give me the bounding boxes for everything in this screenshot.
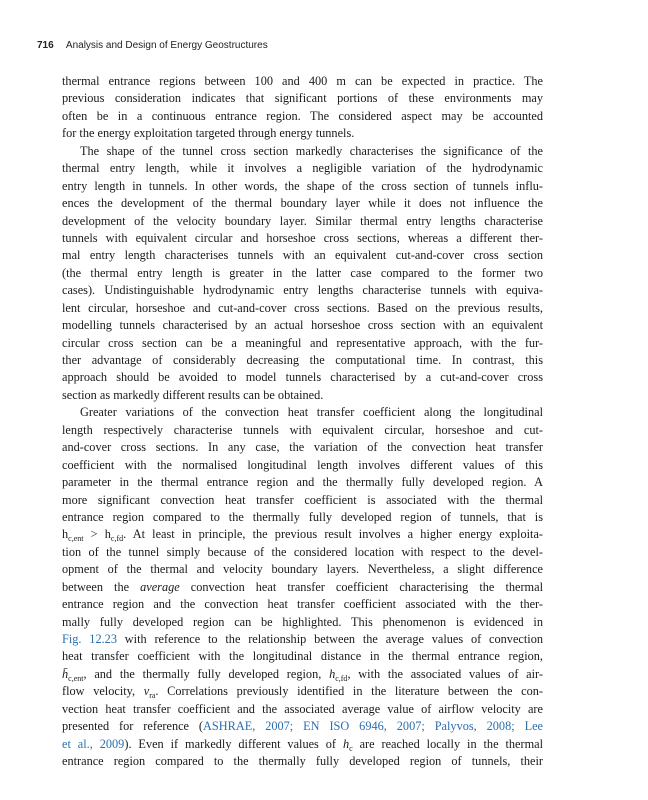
text-line: entrance region compared to the thermally fully developed region of tunnels, their <box>62 754 543 769</box>
text-line: between the average convection heat transfer coefficient characterising the thermal <box>62 579 543 594</box>
text-line: entrance region compared to the thermally fully developed region of tunnels, that is <box>62 509 543 524</box>
text-line: heat transfer coefficient with the longitudinal distance in the thermal entrance region, <box>62 649 543 664</box>
text-line: entrance region and the convection heat transfer coefficient associated with the ther- <box>62 597 543 612</box>
text-line: mal entry length characterises tunnels with an equivalent cut-and-cover cross section <box>62 248 543 263</box>
text-line: for the energy exploitation targeted through energy tunnels. <box>62 126 355 141</box>
running-title: Analysis and Design of Energy Geostructures <box>65 40 268 51</box>
text-line: length respectively characterise tunnels with equivalent circular, horseshoe and cut- <box>62 422 543 437</box>
text-line: $h_{c,ent} > h_{c,fd}$. At least in principle, the previous result involves a higher energy exploita- <box>62 527 543 544</box>
text-line: previous consideration indicates that significant portions of these environments may <box>62 91 543 106</box>
text-line: thermal entry length, while it involves a negligible variation of the hydrodynamic <box>62 161 543 176</box>
text-line: parameter in the thermal entrance region and the thermally fully developed region. A <box>62 475 543 490</box>
text-line: approach should be avoided to model tunnels characterised by a cut-and-cover cross <box>62 370 543 385</box>
text-line: coefficient with the normalised longitudinal length involves different values of this <box>62 457 543 472</box>
text-line: ther advantage of considerably decreasing the computational time. In contrast, this <box>62 353 543 367</box>
text-line: more significant convection heat transfer coefficient is associated with the thermal <box>62 492 543 507</box>
page-number: 716 <box>37 40 54 51</box>
text-line: Greater variations of the convection heat transfer coefficient along the longitudinal <box>80 405 543 420</box>
body-text <box>62 73 543 771</box>
text-line: Fig. 12.23 with reference to the relationship between the average values of convection <box>62 632 543 646</box>
reference-link[interactable]: Fig. 12.23 <box>62 632 117 646</box>
reference-link[interactable]: et al., 2009 <box>62 736 125 751</box>
text-line: opment of the thermal and velocity boundary layers. Nevertheless, a slight difference <box>62 562 543 577</box>
text-line: presented for reference (ASHRAE, 2007; EN ISO 6946, 2007; Palyvos, 2008; Lee <box>62 719 543 734</box>
text-line: entry length in tunnels. In other words, the shape of the cross section of tunnels influ- <box>62 178 543 193</box>
text-line: flow velocity, $v_{ra}$. Correlations previously identified in the literature between the con- <box>62 684 543 701</box>
reference-link[interactable]: ASHRAE, 2007; EN ISO 6946, 2007; Palyvos, 2008; Lee <box>203 719 543 734</box>
text-line: The shape of the tunnel cross section markedly characterises the significance of the <box>80 143 543 158</box>
text-line: et al., 2009). Even if markedly different values of $h_c$ are reached locally in the thermal <box>62 736 544 753</box>
text-line: mally fully developed region can be highlighted. This phenomenon is evidenced in <box>62 614 543 629</box>
text-line: section as markedly different results can be obtained. <box>62 387 324 402</box>
text-line: lent circular, horseshoe and cut-and-cover cross sections. Based on the previous results, <box>62 300 543 315</box>
text-line: ences the development of the thermal boundary layer while it does not influence the <box>62 196 543 211</box>
running-header <box>37 40 268 51</box>
text-line: tunnels with equivalent circular and horseshoe cross sections, whereas a different ther- <box>62 230 543 245</box>
text-line: circular cross section can be a meaningful and representative approach, with the fur- <box>62 335 543 350</box>
text-line: $h̄_{c,ent}$, and the thermally fully developed region, $h_{c,fd}$, with the associated values of air- <box>62 666 543 683</box>
text-line: development of the velocity boundary layer. Similar thermal entry lengths characterise <box>62 213 543 228</box>
text-line: tion of the tunnel simply because of the considered location with respect to the devel- <box>62 544 543 559</box>
text-line: (the thermal entry length is greater in the latter case compared to the former two <box>62 265 543 280</box>
text-line: vection heat transfer coefficient and the associated average value of airflow velocity are <box>62 701 543 716</box>
text-line: cases). Undistinguishable hydrodynamic entry lengths characterise tunnels with equiva- <box>62 283 543 298</box>
text-line: thermal entrance regions between 100 and 400 m can be expected in practice. The <box>62 74 543 88</box>
text-line: often be in a continuous entrance region. The considered aspect may be accounted <box>62 108 543 123</box>
text-line: and-cover cross sections. In any case, the variation of the convection heat transfer <box>62 440 543 455</box>
text-line: modelling tunnels characterised by an actual horseshoe cross section with an equivalent <box>62 318 543 333</box>
